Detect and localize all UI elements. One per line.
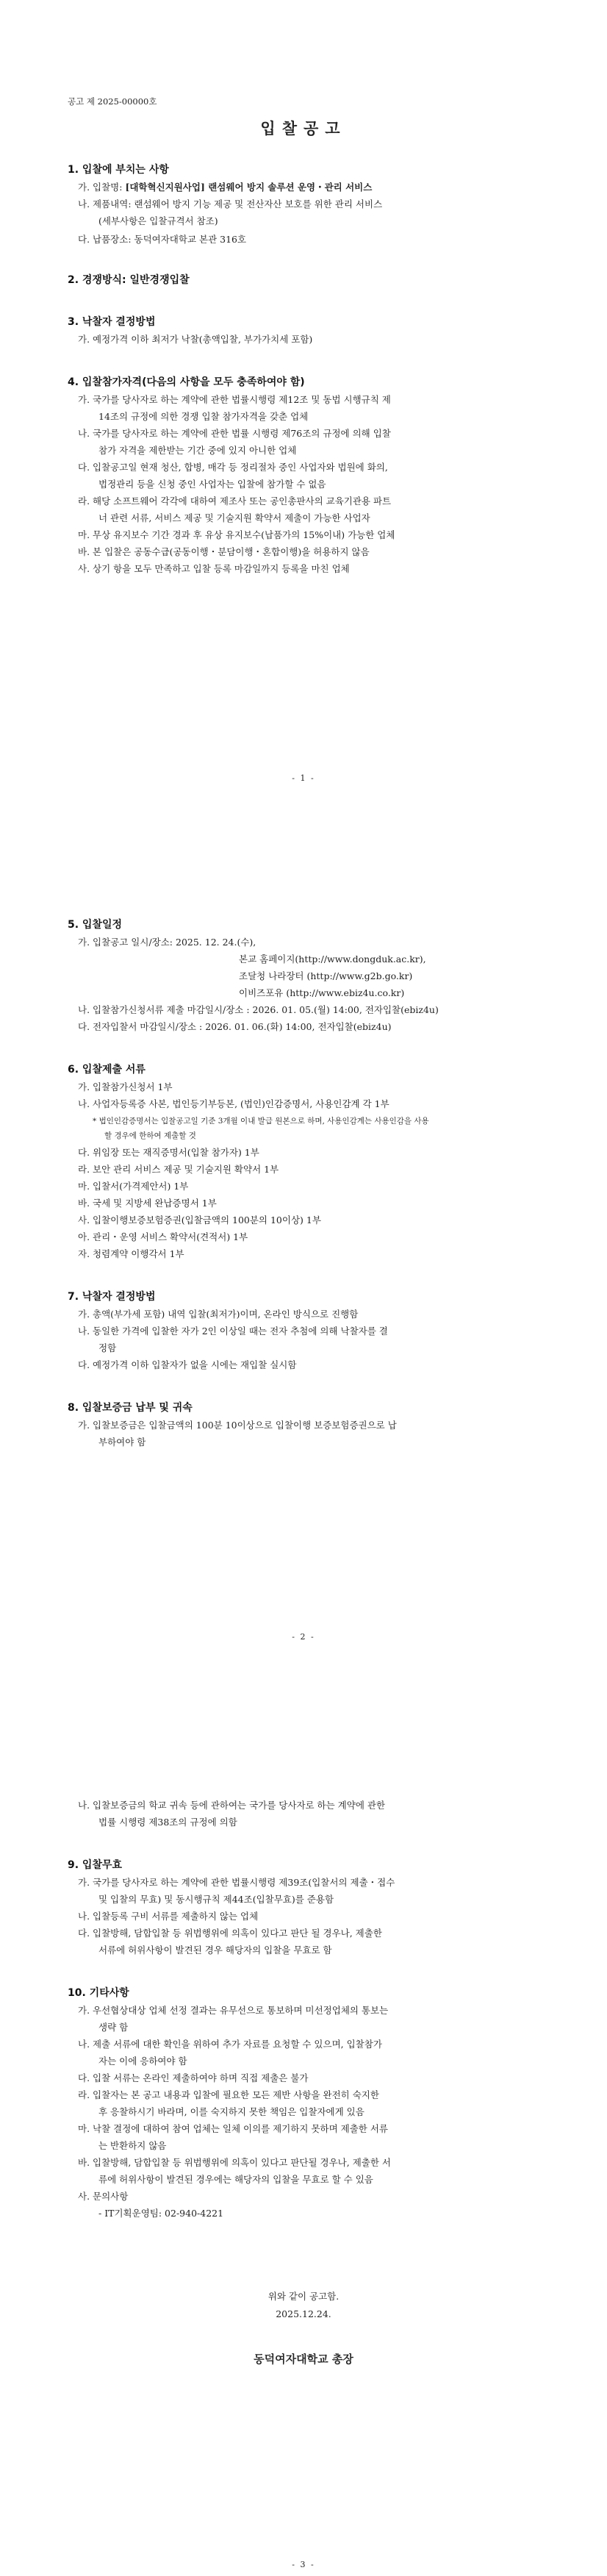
section-7-item-b: 나. 동일한 가격에 입찰한 자가 2인 이상일 때는 전자 추첨에 의해 낙찰자를 결	[78, 1325, 388, 1337]
section-10-item-e-cont: 는 반환하지 않음	[98, 2140, 167, 2151]
section-10-item-g: 사. 문의사항	[78, 2191, 129, 2202]
section-4-item-a: 가. 국가를 당사자로 하는 계약에 관한 법률시행령 제12조 및 동법 시행규칙 제	[78, 394, 391, 405]
section-4-item-b: 나. 국가를 당사자로 하는 계약에 관한 법률 시행령 제76조의 규정에 의해 입찰	[78, 428, 391, 439]
section-1-heading: 1. 입찰에 부치는 사항	[68, 164, 169, 176]
section-6-item-e: 마. 입찰서(가격제안서) 1부	[78, 1181, 189, 1192]
section-10-item-c: 다. 입찰 서류는 온라인 제출하여야 하며 직접 제출은 불가	[78, 2072, 309, 2083]
section-7-item-c: 다. 예정가격 이하 입찰자가 없을 시에는 재입찰 실시함	[78, 1359, 297, 1370]
page-2	[0, 859, 607, 1717]
section-8-heading: 8. 입찰보증금 납부 및 귀속	[68, 1402, 193, 1414]
section-10-item-d-cont: 후 응찰하시기 바라며, 이를 숙지하지 못한 책임은 입찰자에게 있음	[98, 2106, 364, 2117]
section-5-item-b: 나. 입찰참가신청서류 제출 마감일시/장소 : 2026. 01. 05.(월) 14:00, 전자입찰(ebiz4u)	[78, 1004, 439, 1015]
section-5-item-a: 가. 입찰공고 일시/장소: 2025. 12. 24.(수),	[78, 937, 256, 948]
page-number: - 1 -	[292, 773, 315, 783]
section-9-item-c-cont: 서류에 허위사항이 발견된 경우 해당자의 입찰을 무효로 함	[98, 1944, 332, 1956]
document-number: 공고 제 2025-00000호	[68, 96, 157, 107]
section-6-note: * 법인인감증명서는 입찰공고일 기준 3개월 이내 발급 원본으로 하며, 사용인감계는 사용인감을 사용	[93, 1117, 429, 1126]
section-8-item-b-cont: 법률 시행령 제38조의 규정에 의함	[98, 1817, 237, 1828]
section-4-item-g: 사. 상기 항을 모두 만족하고 입찰 등록 마감일까지 등록을 마친 업체	[78, 563, 350, 574]
section-7-item-b-cont: 정함	[98, 1342, 117, 1353]
section-10-item-a-cont: 생략 함	[98, 2022, 129, 2033]
section-10-item-a: 가. 우선협상대상 업체 선정 결과는 유무선으로 통보하며 미선정업체의 통보는	[78, 2005, 389, 2016]
section-6-item-f: 바. 국세 및 지방세 완납증명서 1부	[78, 1198, 217, 1209]
section-5-heading: 5. 입찰일정	[68, 919, 123, 931]
section-5-item-a-ebiz: 이비즈포유 (http://www.ebiz4u.co.kr)	[239, 987, 405, 998]
section-6-note-cont: 할 경우에 한하여 제출할 것	[104, 1131, 196, 1140]
section-1-item-c: 다. 납품장소: 동덕여자대학교 본관 316호	[78, 234, 247, 245]
section-4-item-c: 다. 입찰공고일 현재 청산, 합병, 매각 등 정리절차 중인 사업자와 법원에 화의,	[78, 462, 388, 473]
section-9-heading: 9. 입찰무효	[68, 1859, 123, 1871]
page-1	[0, 0, 607, 859]
section-10-item-e: 마. 낙찰 결정에 대하여 참여 업체는 일체 이의를 제기하지 못하며 제출한 서류	[78, 2123, 389, 2134]
section-9-item-a: 가. 국가를 당사자로 하는 계약에 관한 법률시행령 제39조(입찰서의 제출・접수	[78, 1877, 395, 1888]
page-3	[0, 1717, 607, 2576]
section-9-item-c: 다. 입찰방해, 담합입찰 등 위법행위에 의혹이 있다고 판단 될 경우나, 제출한	[78, 1928, 382, 1939]
section-1-item-b-cont: (세부사항은 입찰규격서 참조)	[98, 215, 218, 226]
section-3-heading: 3. 낙찰자 결정방법	[68, 316, 156, 328]
page-number: - 3 -	[292, 2560, 315, 2569]
page-number: - 2 -	[292, 1632, 315, 1642]
item-a-prefix: 가. 입찰명:	[78, 182, 126, 193]
section-4-item-d-cont: 너 관련 서류, 서비스 제공 및 기술지원 확약서 제출이 가능한 사업자	[98, 512, 370, 523]
section-4-item-b-cont: 참가 자격을 제한받는 기간 중에 있지 아니한 업체	[98, 445, 297, 456]
contact-line: - IT기획운영팀: 02-940-4221	[98, 2208, 224, 2219]
section-6-item-h: 아. 관리・운영 서비스 확약서(견적서) 1부	[78, 1231, 248, 1242]
bid-name: [대학혁신지원사업] 랜섬웨어 방지 솔루션 운영・관리 서비스	[125, 182, 373, 193]
section-8-item-a: 가. 입찰보증금은 입찰금액의 100분 10이상으로 입찰이행 보증보험증권으로 납	[78, 1420, 397, 1431]
page-title: 입찰공고	[260, 119, 347, 137]
section-5-item-c: 다. 전자입찰서 마감일시/장소 : 2026. 01. 06.(화) 14:00, 전자입찰(ebiz4u)	[78, 1021, 392, 1032]
section-10-item-f: 바. 입찰방해, 담합입찰 등 위법행위에 의혹이 있다고 판단될 경우나, 제출한 서	[78, 2157, 391, 2168]
section-1-item-b: 나. 제품내역: 랜섬웨어 방지 기능 제공 및 전산자산 보호를 위한 관리 서비스	[78, 198, 383, 210]
section-6-item-c: 다. 위임장 또는 재직증명서(입찰 참가자) 1부	[78, 1147, 259, 1158]
section-4-item-e: 마. 무상 유지보수 기간 경과 후 유상 유지보수(납품가의 15%이내) 가능한 업체	[78, 529, 395, 540]
section-5-item-a-g2b: 조달청 나라장터 (http://www.g2b.go.kr)	[239, 970, 413, 981]
section-6-heading: 6. 입찰제출 서류	[68, 1064, 146, 1076]
section-2-heading: 2. 경쟁방식: 일반경쟁입찰	[68, 274, 190, 286]
section-6-item-a: 가. 입찰참가신청서 1부	[78, 1081, 173, 1092]
section-10-item-f-cont: 류에 허위사항이 발견된 경우에는 해당자의 입찰을 무효로 할 수 있음	[98, 2174, 373, 2185]
section-4-item-d: 라. 해당 소프트웨어 각각에 대하여 제조사 또는 공인총판사의 교육기관용 파트	[78, 495, 392, 507]
section-7-heading: 7. 낙찰자 결정방법	[68, 1291, 156, 1303]
section-4-item-c-cont: 법정관리 등을 신청 중인 사업자는 입찰에 참가할 수 없음	[98, 479, 326, 490]
section-6-item-g: 사. 입찰이행보증보험증권(입찰금액의 100분의 10이상) 1부	[78, 1214, 321, 1226]
section-3-item-a: 가. 예정가격 이하 최저가 낙찰(총액입찰, 부가가치세 포함)	[78, 334, 313, 345]
section-10-item-b: 나. 제출 서류에 대한 확인을 위하여 추가 자료를 요청할 수 있으며, 입찰참가	[78, 2039, 382, 2050]
issuing-organization: 동덕여자대학교 총장	[254, 2353, 353, 2366]
section-4-item-a-cont: 14조의 규정에 의한 경쟁 입찰 참가자격을 갖춘 업체	[98, 411, 309, 422]
section-6-item-b: 나. 사업자등록증 사본, 법인등기부등본, (법인)인감증명서, 사용인감계 각 1부	[78, 1098, 389, 1109]
section-8-item-a-cont: 부하여야 함	[98, 1437, 146, 1448]
section-10-item-d: 라. 입찰자는 본 공고 내용과 입찰에 필요한 모든 제반 사항을 완전히 숙지한	[78, 2089, 379, 2100]
section-4-item-f: 바. 본 입찰은 공동수급(공동이행・분담이행・혼합이행)을 허용하지 않음	[78, 546, 370, 557]
section-1-item-a	[78, 182, 372, 193]
section-8-item-b: 나. 입찰보증금의 학교 귀속 등에 관하여는 국가를 당사자로 하는 계약에 관한	[78, 1800, 386, 1811]
section-5-item-a-homepage: 본교 홈페이지(http://www.dongduk.ac.kr),	[239, 954, 426, 965]
closing-statement: 위와 같이 공고함.	[267, 2291, 340, 2302]
section-9-item-b: 나. 입찰등록 구비 서류를 제출하지 않는 업체	[78, 1911, 259, 1922]
closing-date: 2025.12.24.	[276, 2308, 331, 2319]
section-10-item-b-cont: 자는 이에 응하여야 함	[98, 2056, 187, 2067]
section-10-heading: 10. 기타사항	[68, 1987, 129, 1999]
section-7-item-a: 가. 총액(부가세 포함) 내역 입찰(최저가)이며, 온라인 방식으로 진행함	[78, 1309, 359, 1320]
section-6-item-i: 자. 청렴계약 이행각서 1부	[78, 1248, 184, 1259]
section-9-item-a-cont: 및 입찰의 무효) 및 동시행규칙 제44조(입찰무효)를 준용함	[98, 1894, 334, 1905]
section-6-item-d: 라. 보안 관리 서비스 제공 및 기술지원 확약서 1부	[78, 1164, 279, 1175]
section-4-heading: 4. 입찰참가자격(다음의 사항을 모두 충족하여야 함)	[68, 376, 305, 388]
